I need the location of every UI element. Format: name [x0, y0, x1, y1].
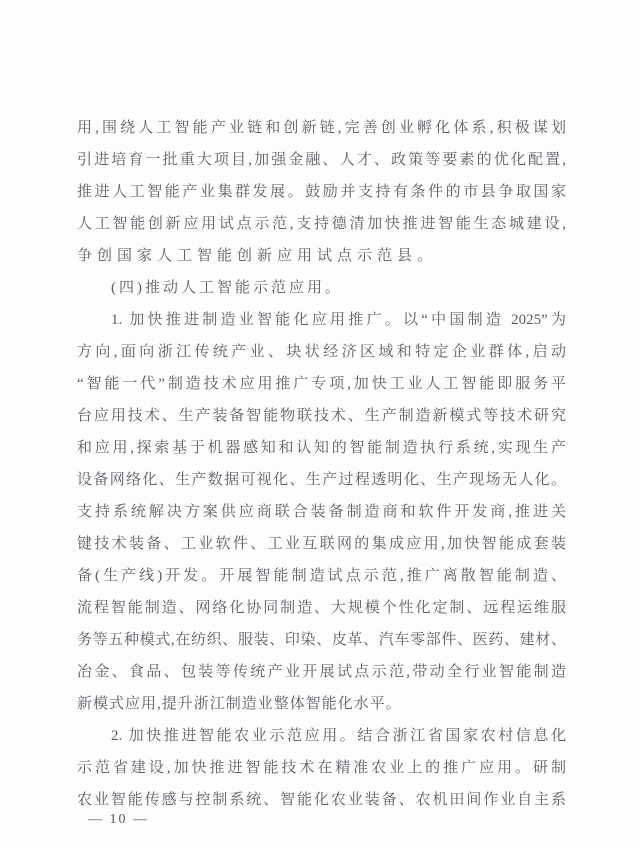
- text-line: 人工智能创新应用试点示范,支持德清加快推进智能生态城建设,: [77, 216, 566, 232]
- text-line: 推进人工智能产业集群发展。鼓励并支持有条件的市县争取国家: [77, 184, 566, 200]
- text-line: 用,围绕人工智能产业链和创新链,完善创业孵化体系,积极谋划: [77, 120, 566, 136]
- text-line: 支持系统解决方案供应商联合装备制造商和软件开发商,推进关: [77, 504, 566, 520]
- page-number: — 10 —: [88, 812, 149, 827]
- section-heading: (四)推动人工智能示范应用。: [111, 280, 343, 296]
- text-line: 引进培育一批重大项目,加强金融、人才、政策等要素的优化配置,: [77, 152, 566, 168]
- text-line: 冶金、食品、包装等传统产业开展试点示范,带动全行业智能制造: [77, 664, 566, 680]
- text-line: 键技术装备、工业软件、工业互联网的集成应用,加快智能成套装: [77, 536, 566, 552]
- text-line: “智能一代”制造技术应用推广专项,加快工业人工智能即服务平: [77, 376, 566, 392]
- text-line: 台应用技术、生产装备智能物联技术、生产制造新模式等技术研究: [77, 408, 566, 424]
- text-line: 方向,面向浙江传统产业、块状经济区域和特定企业群体,启动: [77, 344, 566, 360]
- text-line-numbered-item: 1. 加快推进制造业智能化应用推广。以“中国制造 2025”为: [111, 312, 566, 328]
- text-line: 和应用,探索基于机器感知和认知的智能制造执行系统,实现生产: [77, 440, 566, 456]
- text-line: 设备网络化、生产数据可视化、生产过程透明化、生产现场无人化。: [77, 472, 566, 488]
- text-line-paragraph-end: 新模式应用,提升浙江制造业整体智能化水平。: [77, 696, 402, 712]
- text-line: 备(生产线)开发。开展智能制造试点示范,推广离散智能制造、: [77, 568, 566, 584]
- text-line: 流程智能制造、网络化协同制造、大规模个性化定制、远程运维服: [77, 600, 566, 616]
- text-line: 农业智能传感与控制系统、智能化农业装备、农机田间作业自主系: [77, 792, 566, 808]
- text-line-paragraph-end: 争创国家人工智能创新应用试点示范县。: [77, 248, 438, 264]
- document-body-text: [77, 112, 566, 816]
- text-line: 务等五种模式,在纺织、服装、印染、皮革、汽车零部件、医药、建材、: [77, 632, 566, 648]
- text-line-numbered-item: 2. 加快推进智能农业示范应用。结合浙江省国家农村信息化: [111, 728, 566, 744]
- text-line: 示范省建设,加快推进智能技术在精准农业上的推广应用。研制: [77, 760, 566, 776]
